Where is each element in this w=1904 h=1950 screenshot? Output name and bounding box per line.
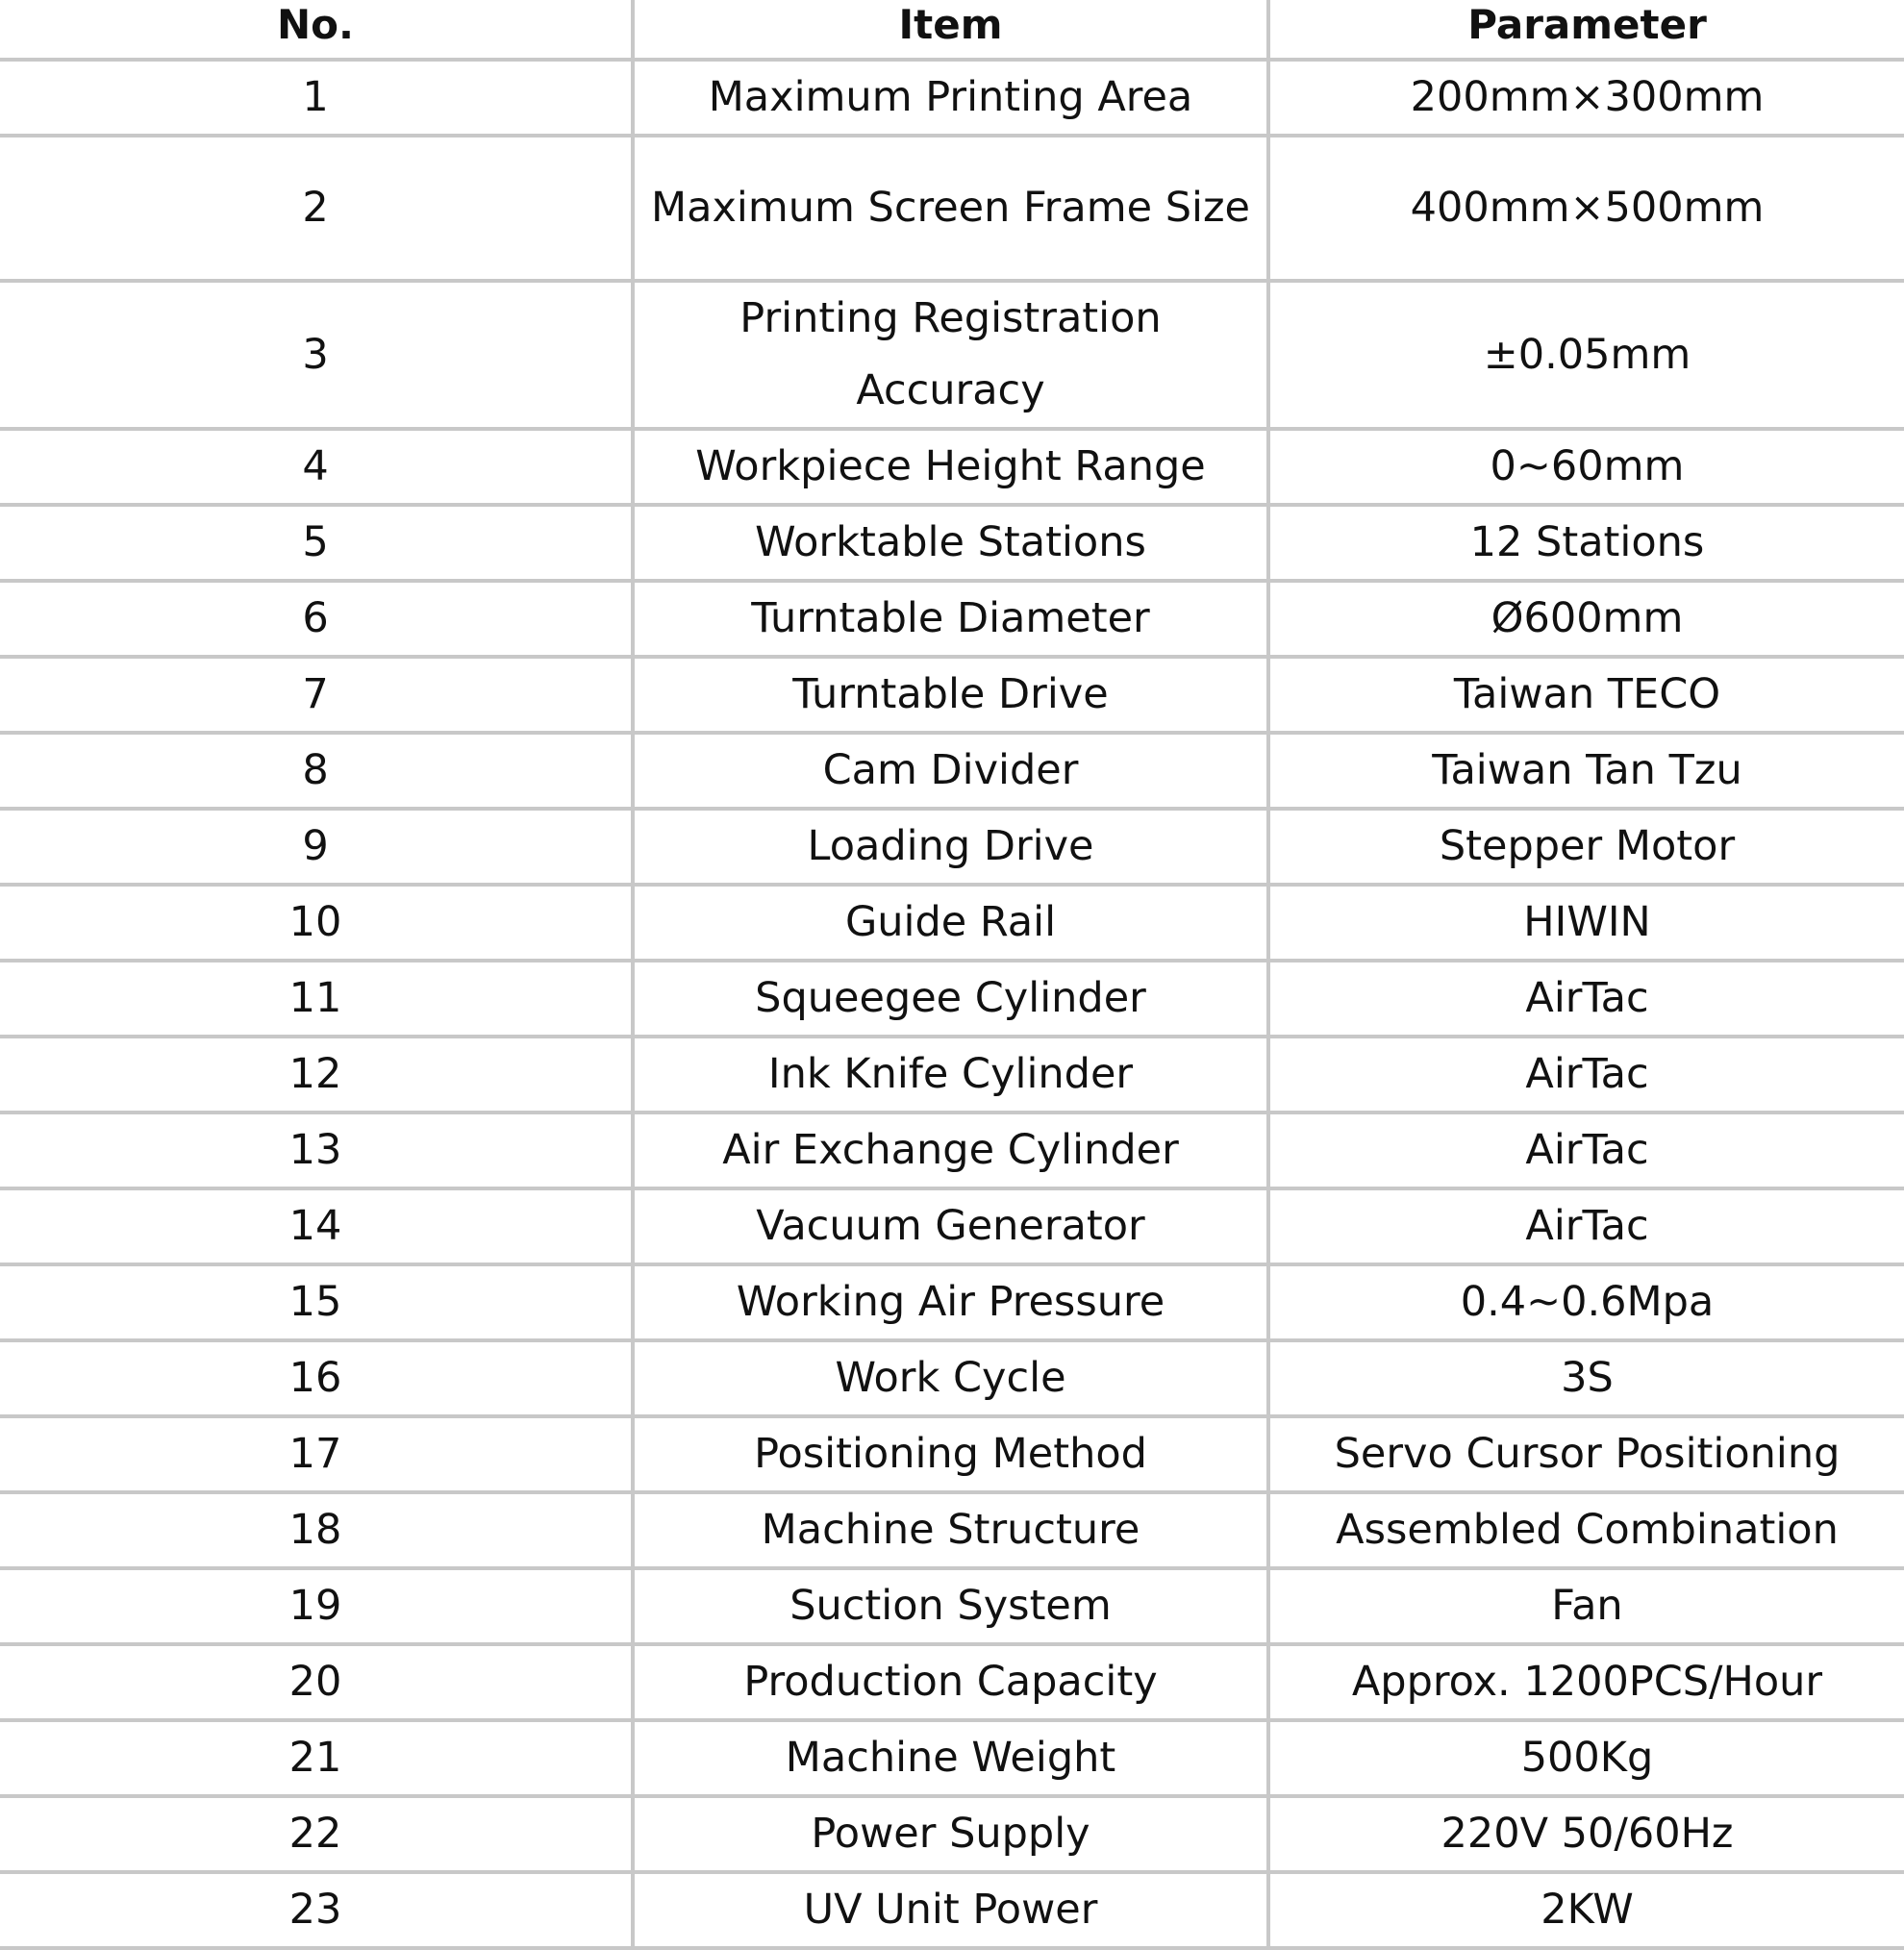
item-cell: Machine Weight <box>633 1720 1268 1796</box>
row-number-cell: 7 <box>0 657 633 733</box>
table-row <box>0 1416 1904 1492</box>
table-row <box>0 60 1904 136</box>
table-row <box>0 657 1904 733</box>
parameter-cell: 220V 50/60Hz <box>1268 1796 1904 1872</box>
table-row <box>0 1492 1904 1568</box>
parameter-cell: Assembled Combination <box>1268 1492 1904 1568</box>
item-cell: Maximum Printing Area <box>633 60 1268 136</box>
parameter-cell: Taiwan Tan Tzu <box>1268 733 1904 809</box>
header-row <box>0 0 1904 60</box>
table-row <box>0 1872 1904 1948</box>
table-row <box>0 136 1904 281</box>
row-number-cell: 18 <box>0 1492 633 1568</box>
table-row <box>0 1644 1904 1720</box>
table-row <box>0 581 1904 657</box>
item-cell: Ink Knife Cylinder <box>633 1037 1268 1112</box>
row-number-cell: 12 <box>0 1037 633 1112</box>
row-number-cell: 3 <box>0 281 633 429</box>
parameter-cell: 0.4~0.6Mpa <box>1268 1264 1904 1340</box>
item-cell: Turntable Drive <box>633 657 1268 733</box>
row-number-cell: 13 <box>0 1112 633 1188</box>
item-cell: Air Exchange Cylinder <box>633 1112 1268 1188</box>
parameter-cell: 200mm×300mm <box>1268 60 1904 136</box>
parameter-cell: 2KW <box>1268 1872 1904 1948</box>
item-cell: Maximum Screen Frame Size <box>633 136 1268 281</box>
row-number-cell: 23 <box>0 1872 633 1948</box>
row-number-cell: 8 <box>0 733 633 809</box>
header-parameter: Parameter <box>1268 0 1904 60</box>
table-row <box>0 1568 1904 1644</box>
parameter-cell: 3S <box>1268 1340 1904 1416</box>
parameter-cell: 400mm×500mm <box>1268 136 1904 281</box>
parameter-cell: AirTac <box>1268 1037 1904 1112</box>
table-row <box>0 505 1904 581</box>
spec-table-header <box>0 0 1904 60</box>
parameter-cell: ±0.05mm <box>1268 281 1904 429</box>
item-cell: Suction System <box>633 1568 1268 1644</box>
table-row <box>0 1188 1904 1264</box>
table-row <box>0 1340 1904 1416</box>
table-row <box>0 1720 1904 1796</box>
row-number-cell: 6 <box>0 581 633 657</box>
parameter-cell: Ø600mm <box>1268 581 1904 657</box>
parameter-cell: Servo Cursor Positioning <box>1268 1416 1904 1492</box>
item-cell: Printing Registration Accuracy <box>633 281 1268 429</box>
row-number-cell: 21 <box>0 1720 633 1796</box>
parameter-cell: Approx. 1200PCS/Hour <box>1268 1644 1904 1720</box>
item-cell: Work Cycle <box>633 1340 1268 1416</box>
item-cell: UV Unit Power <box>633 1872 1268 1948</box>
item-cell: Squeegee Cylinder <box>633 961 1268 1037</box>
parameter-cell: 500Kg <box>1268 1720 1904 1796</box>
row-number-cell: 9 <box>0 809 633 885</box>
item-cell: Workpiece Height Range <box>633 429 1268 505</box>
row-number-cell: 22 <box>0 1796 633 1872</box>
parameter-cell: AirTac <box>1268 1188 1904 1264</box>
row-number-cell: 11 <box>0 961 633 1037</box>
table-row <box>0 1037 1904 1112</box>
table-row <box>0 961 1904 1037</box>
item-cell: Production Capacity <box>633 1644 1268 1720</box>
row-number-cell: 1 <box>0 60 633 136</box>
parameter-cell: HIWIN <box>1268 885 1904 961</box>
parameter-cell: Fan <box>1268 1568 1904 1644</box>
parameter-cell: AirTac <box>1268 961 1904 1037</box>
row-number-cell: 16 <box>0 1340 633 1416</box>
item-cell: Turntable Diameter <box>633 581 1268 657</box>
item-cell: Cam Divider <box>633 733 1268 809</box>
item-cell: Working Air Pressure <box>633 1264 1268 1340</box>
item-cell: Power Supply <box>633 1796 1268 1872</box>
spec-table-body <box>0 60 1904 1948</box>
row-number-cell: 19 <box>0 1568 633 1644</box>
row-number-cell: 2 <box>0 136 633 281</box>
table-row <box>0 429 1904 505</box>
parameter-cell: 0~60mm <box>1268 429 1904 505</box>
table-row <box>0 281 1904 429</box>
table-row <box>0 1112 1904 1188</box>
row-number-cell: 14 <box>0 1188 633 1264</box>
item-cell: Guide Rail <box>633 885 1268 961</box>
item-cell: Positioning Method <box>633 1416 1268 1492</box>
item-cell: Vacuum Generator <box>633 1188 1268 1264</box>
table-row <box>0 809 1904 885</box>
item-cell: Machine Structure <box>633 1492 1268 1568</box>
table-row <box>0 733 1904 809</box>
parameter-cell: Stepper Motor <box>1268 809 1904 885</box>
parameter-cell: Taiwan TECO <box>1268 657 1904 733</box>
header-item: Item <box>633 0 1268 60</box>
parameter-cell: 12 Stations <box>1268 505 1904 581</box>
table-row <box>0 1796 1904 1872</box>
table-row <box>0 1264 1904 1340</box>
item-cell: Worktable Stations <box>633 505 1268 581</box>
row-number-cell: 20 <box>0 1644 633 1720</box>
header-no: No. <box>0 0 633 60</box>
row-number-cell: 10 <box>0 885 633 961</box>
row-number-cell: 15 <box>0 1264 633 1340</box>
row-number-cell: 17 <box>0 1416 633 1492</box>
row-number-cell: 5 <box>0 505 633 581</box>
parameter-cell: AirTac <box>1268 1112 1904 1188</box>
row-number-cell: 4 <box>0 429 633 505</box>
item-cell: Loading Drive <box>633 809 1268 885</box>
table-row <box>0 885 1904 961</box>
